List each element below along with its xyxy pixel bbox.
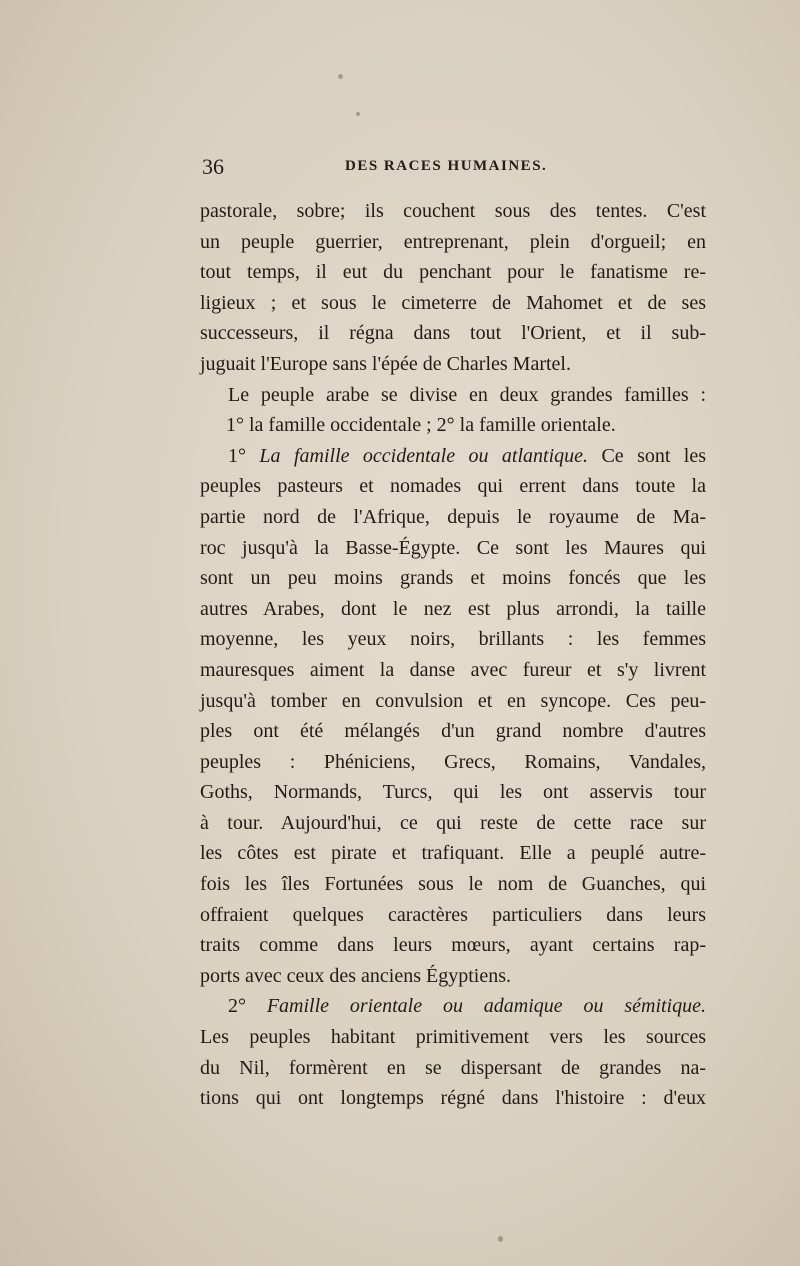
- text-line: Goths, Normands, Turcs, qui les ont asservis tour: [200, 781, 706, 804]
- text-line: ports avec ceux des anciens Égyptiens.: [200, 964, 512, 987]
- ink-speck: [356, 112, 360, 116]
- text-line: Les peuples habitant primitivement vers les sources: [200, 1026, 706, 1049]
- text-line: jusqu'à tomber en convulsion et en syncope. Ces peu-: [200, 689, 706, 712]
- body-text: [200, 196, 706, 1114]
- text-line: 1° la famille occidentale ; 2° la famille orientale.: [226, 414, 616, 437]
- text-line: offraient quelques caractères particuliers dans leurs: [200, 903, 706, 926]
- text-line: autres Arabes, dont le nez est plus arrondi, la taille: [200, 597, 706, 620]
- ink-speck: [338, 74, 343, 79]
- text-line: moyenne, les yeux noirs, brillants : les femmes: [200, 628, 706, 651]
- section-number: 1°: [228, 444, 246, 467]
- text-line: peuples : Phéniciens, Grecs, Romains, Vandales,: [200, 750, 706, 773]
- page-number: 36: [202, 154, 224, 179]
- text-span: Ce sont les: [601, 444, 707, 467]
- text-line: fois les îles Fortunées sous le nom de Guanches, qui: [200, 873, 706, 896]
- running-head: DES RACES HUMAINES.: [345, 158, 548, 174]
- text-line: tout temps, il eut du penchant pour le fanatisme re-: [200, 261, 706, 284]
- text-line: ligieux ; et sous le cimeterre de Mahomet et de ses: [200, 291, 706, 314]
- text-line: ples ont été mélangés d'un grand nombre d'autres: [200, 720, 706, 743]
- text-line: à tour. Aujourd'hui, ce qui reste de cette race sur: [200, 811, 706, 834]
- section-title: Famille orientale ou adamique ou sémitique.: [266, 995, 706, 1018]
- text-line: Le peuple arabe se divise en deux grandes familles :: [228, 383, 706, 406]
- text-line: juguait l'Europe sans l'épée de Charles Martel.: [200, 352, 571, 375]
- text-line: successeurs, il régna dans tout l'Orient, et il sub-: [200, 322, 706, 345]
- section-heading-line: [200, 991, 706, 1022]
- text-line: pastorale, sobre; ils couchent sous des tentes. C'est: [200, 200, 706, 222]
- section-heading-line: [200, 441, 706, 472]
- page-header: [200, 154, 706, 184]
- text-line: roc jusqu'à la Basse-Égypte. Ce sont les Maures qui: [200, 536, 706, 559]
- text-line: partie nord de l'Afrique, depuis le royaume de Ma-: [200, 505, 706, 528]
- text-line: les côtes est pirate et trafiquant. Elle a peuplé autre-: [200, 842, 706, 865]
- text-line: tions qui ont longtemps régné dans l'histoire : d'eux: [200, 1087, 706, 1110]
- text-line: un peuple guerrier, entreprenant, plein d'orgueil; en: [200, 230, 706, 253]
- ink-speck: [498, 1236, 503, 1242]
- section-title: La famille occidentale ou atlantique.: [259, 444, 589, 467]
- text-line: du Nil, formèrent en se dispersant de grandes na-: [200, 1056, 706, 1079]
- section-number: 2°: [228, 995, 246, 1018]
- text-line: traits comme dans leurs mœurs, ayant certains rap-: [200, 934, 706, 957]
- text-line: sont un peu moins grands et moins foncés que les: [200, 567, 706, 590]
- text-line: peuples pasteurs et nomades qui errent dans toute la: [200, 475, 706, 498]
- text-line: mauresques aiment la danse avec fureur et s'y livrent: [200, 658, 706, 681]
